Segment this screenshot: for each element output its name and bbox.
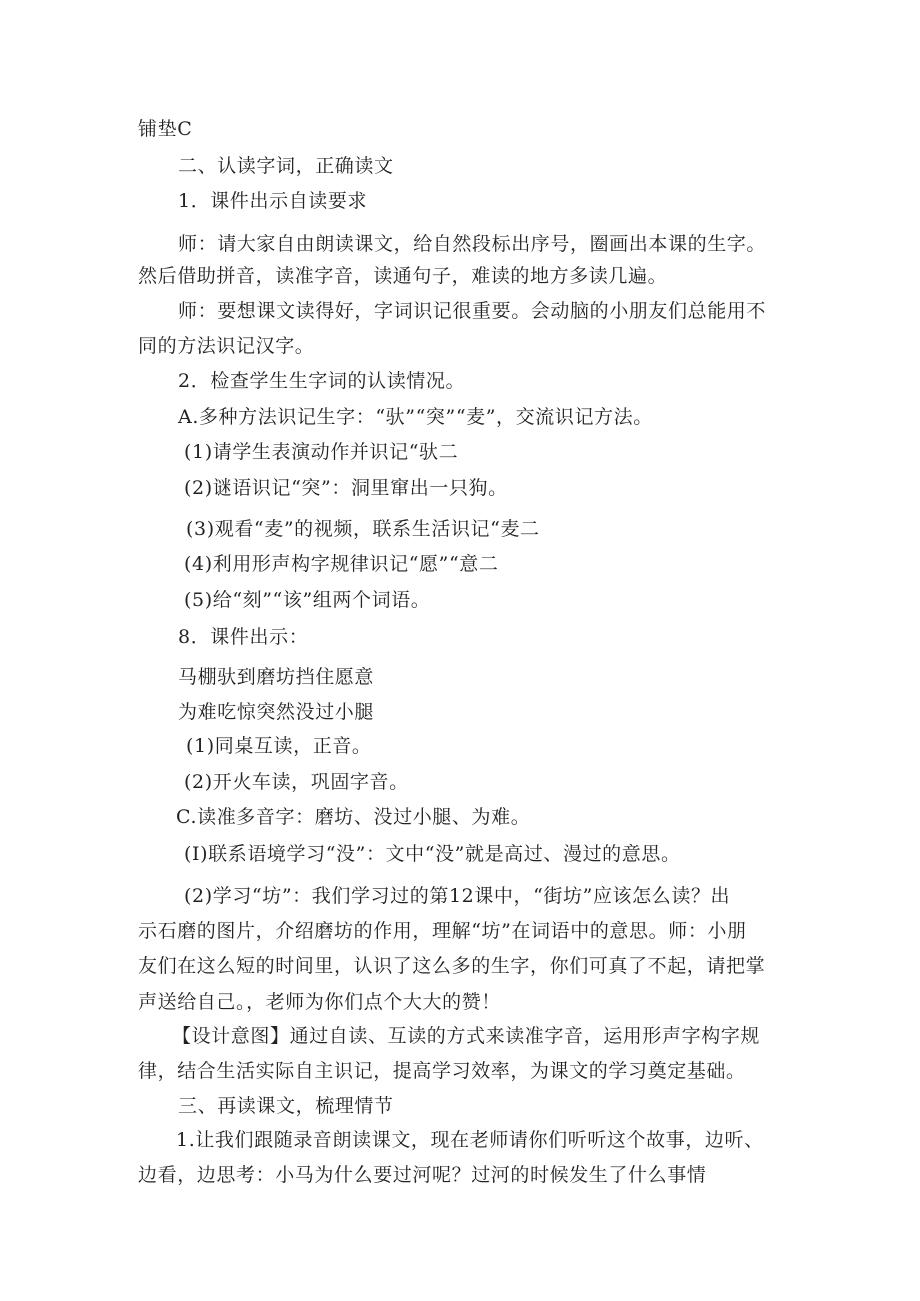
text-line: 铺垫C — [138, 118, 193, 140]
text-line: (4)利用形声构字规律识记“愿”“意二 — [184, 553, 499, 575]
text-line: 8．课件出示： — [178, 626, 309, 648]
text-line: (1)同桌互读，正音。 — [186, 735, 372, 757]
text-line: 【设计意图】通过自读、互读的方式来读准字音，运用形声字构字规 — [172, 1025, 761, 1047]
text-line: 然后借助拼音，读准字音，读通句子，难读的地方多读几遍。 — [138, 265, 668, 287]
text-line: 马棚驮到磨坊挡住愿意 — [178, 666, 375, 688]
section-heading: 二、认读字词，正确读文 — [178, 155, 394, 177]
text-line: 律，结合生活实际自主识记，提高学习效率，为课文的学习奠定基础。 — [138, 1060, 746, 1082]
text-line: 声送给自己。，老师为你们点个大大的赞！ — [138, 991, 501, 1013]
text-line: 师：要想课文读得好，字词识记很重要。会动脑的小朋友们总能用不 — [178, 300, 767, 322]
text-line: 同的方法识记汉字。 — [138, 335, 315, 357]
text-line: (2)谜语识记“突”：洞里窜出一只狗。 — [184, 477, 508, 499]
text-line: A.多种方法识记生字：“驮”“突”“麦”，交流识记方法。 — [178, 406, 653, 428]
text-line: 师：请大家自由朗读课文，给自然段标出序号，圈画出本课的生字。 — [178, 233, 767, 255]
text-line: (I)联系语境学习“没”：文中“没”就是高过、漫过的意思。 — [184, 843, 681, 865]
text-line: (1)请学生表演动作并识记“驮二 — [184, 441, 459, 463]
text-line: 1.让我们跟随录音朗读课文，现在老师请你们听听这个故事，边听、 — [176, 1129, 764, 1151]
text-line: 为难吃惊突然没过小腿 — [178, 701, 375, 723]
section-heading: 三、再读课文，梳理情节 — [178, 1095, 394, 1117]
text-line: (3)观看“麦”的视频，联系生活识记“麦二 — [186, 518, 540, 540]
text-line: 示石磨的图片，介绍磨坊的作用，理解“坊”在词语中的意思。师：小朋 — [138, 920, 747, 942]
text-line: 1．课件出示自读要求 — [178, 190, 368, 212]
text-line: 边看，边思考：小马为什么要过河呢？过河的时候发生了什么事情 — [138, 1164, 707, 1186]
text-line: 2．检查学生生字词的认读情况。 — [178, 370, 466, 392]
text-line: 友们在这么短的时间里，认识了这么多的生字，你们可真了不起，请把掌 — [138, 955, 766, 977]
text-line: (2)开火车读，巩固字音。 — [184, 771, 409, 793]
text-line: (2)学习“坊”：我们学习过的第12课中，“街坊”应该怎么读？出 — [184, 885, 731, 907]
text-line: C.读准多音字：磨坊、没过小腿、为难。 — [176, 806, 531, 828]
text-line: (5)给“刻”“该”组两个词语。 — [184, 589, 431, 611]
